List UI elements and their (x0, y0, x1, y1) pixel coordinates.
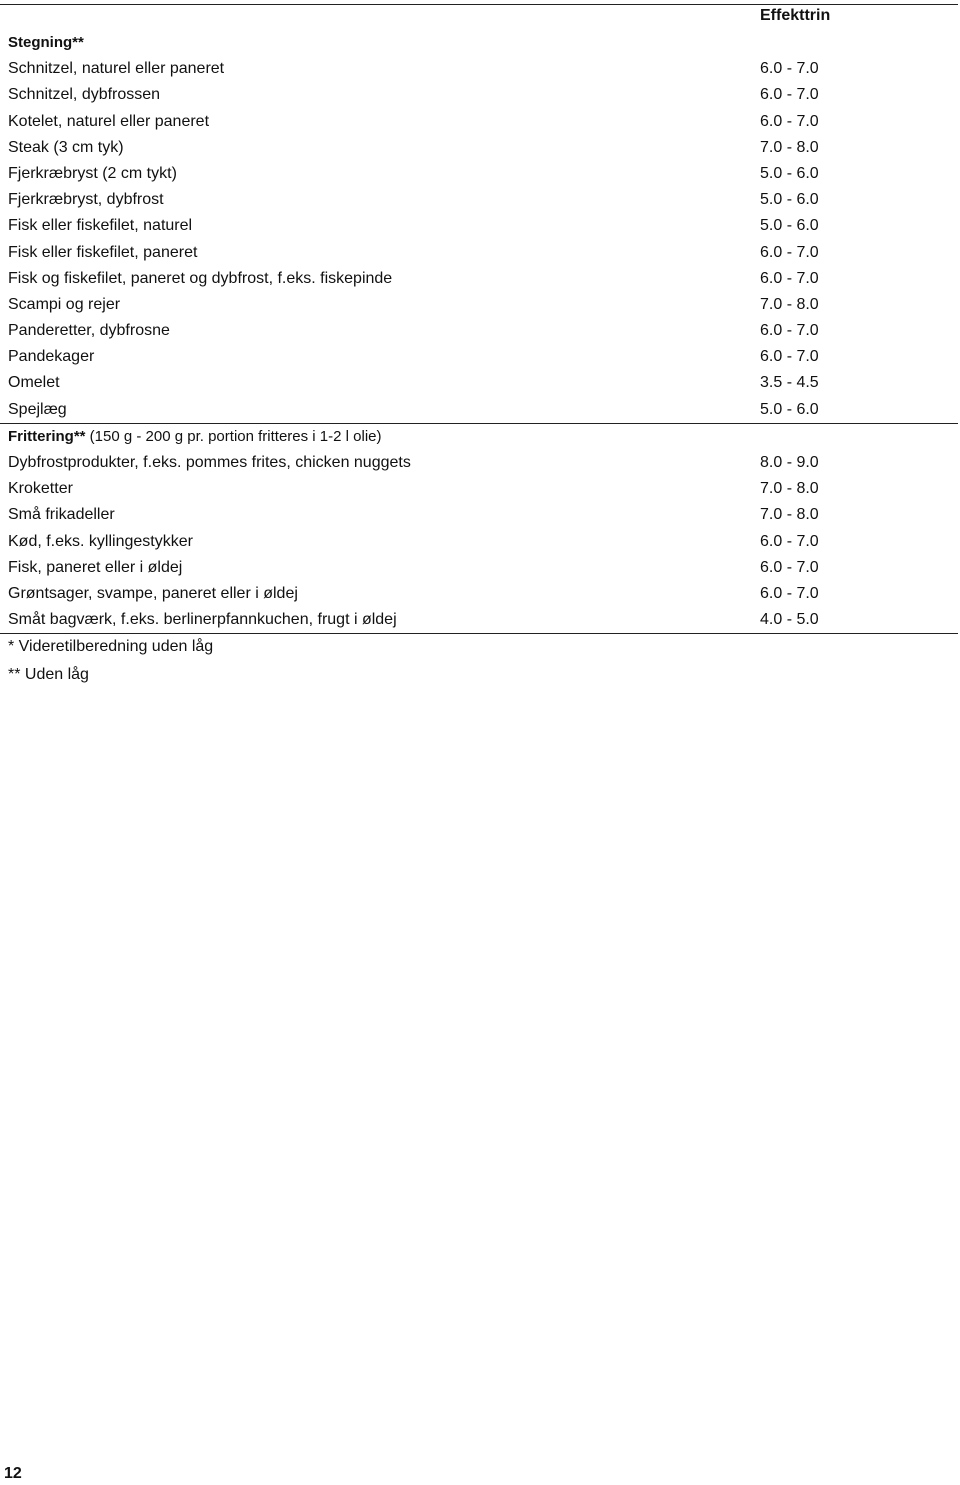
row-label: Fisk eller fiskefilet, paneret (8, 243, 198, 261)
cooking-table (0, 4, 958, 690)
table-row (0, 450, 958, 476)
row-label: Kroketter (8, 480, 73, 498)
row-value: 4.0 - 5.0 (760, 611, 819, 629)
table-row (0, 529, 958, 555)
row-value: 7.0 - 8.0 (760, 295, 819, 313)
row-value: 6.0 - 7.0 (760, 584, 819, 602)
row-value: 6.0 - 7.0 (760, 243, 819, 261)
table-row (0, 292, 958, 318)
section-header-stegning (0, 30, 958, 56)
table-header-row (0, 4, 958, 30)
row-label: Fjerkræbryst, dybfrost (8, 191, 164, 209)
row-value: 5.0 - 6.0 (760, 400, 819, 418)
row-value: 6.0 - 7.0 (760, 348, 819, 366)
row-value: 8.0 - 9.0 (760, 454, 819, 471)
row-value: 5.0 - 6.0 (760, 217, 819, 235)
row-label: Fjerkræbryst (2 cm tykt) (8, 164, 177, 182)
row-value: 7.0 - 8.0 (760, 506, 819, 524)
table-row (0, 318, 958, 344)
table-row (0, 370, 958, 396)
row-label: Panderetter, dybfrosne (8, 322, 170, 340)
section-header-frittering (0, 424, 958, 450)
column-header-effekttrin: Effekttrin (760, 7, 831, 24)
row-value: 7.0 - 8.0 (760, 138, 819, 156)
table-row (0, 555, 958, 581)
row-value: 6.0 - 7.0 (760, 322, 819, 340)
page-number: 12 (4, 1465, 22, 1482)
row-label: Schnitzel, naturel eller paneret (8, 60, 225, 78)
row-value: 6.0 - 7.0 (760, 269, 819, 287)
table-row (0, 109, 958, 135)
row-value: 6.0 - 7.0 (760, 112, 819, 130)
row-label: Omelet (8, 374, 60, 392)
table-row (0, 161, 958, 187)
row-label: Små frikadeller (8, 506, 115, 524)
row-label: Schnitzel, dybfrossen (8, 86, 161, 104)
table-row (0, 240, 958, 266)
row-value: 6.0 - 7.0 (760, 532, 819, 550)
table-row (0, 476, 958, 502)
row-value: 6.0 - 7.0 (760, 60, 819, 78)
row-label: Grøntsager, svampe, paneret eller i øldej (8, 584, 298, 602)
table-row (0, 344, 958, 370)
table-row (0, 82, 958, 108)
row-label: Spejlæg (8, 400, 67, 418)
row-label: Småt bagværk, f.eks. berlinerpfannkuchen, frugt i øldej (8, 611, 397, 629)
section-title-note: (150 g - 200 g pr. portion fritteres i 1-2 l olie) (85, 427, 382, 445)
row-label: Kotelet, naturel eller paneret (8, 112, 210, 130)
row-label: Steak (3 cm tyk) (8, 138, 124, 156)
row-value: 7.0 - 8.0 (760, 480, 819, 498)
row-value: 3.5 - 4.5 (760, 374, 819, 392)
table-row (0, 135, 958, 161)
section-title: Stegning** (8, 34, 84, 51)
row-label: Fisk og fiskefilet, paneret og dybfrost, f.eks. fiskepinde (8, 269, 393, 287)
table-row (0, 397, 958, 423)
table-row (0, 266, 958, 292)
table-row (0, 213, 958, 239)
table-row (0, 187, 958, 213)
row-value: 6.0 - 7.0 (760, 558, 819, 576)
row-label: Fisk eller fiskefilet, naturel (8, 217, 193, 235)
footnote: * Videretilberedning uden låg (8, 638, 214, 656)
row-value: 5.0 - 6.0 (760, 191, 819, 209)
row-label: Fisk, paneret eller i øldej (8, 558, 183, 576)
section-title (8, 424, 382, 450)
footnote: ** Uden låg (8, 666, 89, 684)
table-row (0, 502, 958, 528)
row-label: Kød, f.eks. kyllingestykker (8, 532, 193, 550)
row-value: 5.0 - 6.0 (760, 164, 819, 182)
section-title-text: Frittering** (8, 427, 86, 445)
row-value: 6.0 - 7.0 (760, 86, 819, 104)
row-label: Dybfrostprodukter, f.eks. pommes frites, chicken nuggets (8, 454, 411, 471)
row-label: Scampi og rejer (8, 295, 121, 313)
footnotes (0, 634, 958, 690)
row-label: Pandekager (8, 348, 95, 366)
table-row (0, 607, 958, 633)
table-row (0, 56, 958, 82)
table-row (0, 581, 958, 607)
